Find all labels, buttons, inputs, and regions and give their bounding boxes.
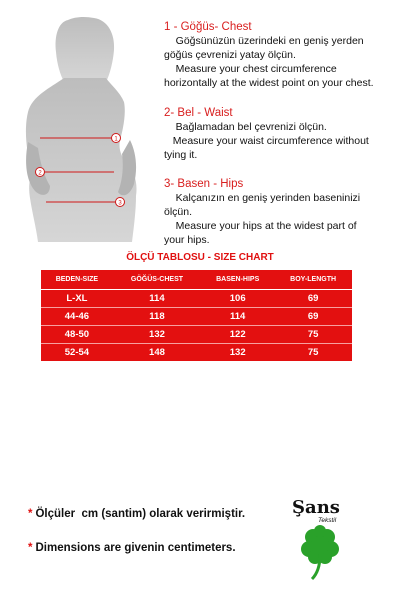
- silhouette-torso: [26, 78, 137, 242]
- waist-marker: [36, 168, 45, 177]
- chest-marker-label: 1: [114, 136, 118, 143]
- table-row: [41, 326, 352, 344]
- waist-instructions: [164, 106, 369, 162]
- chest-title: 1 - Göğüs- Chest: [164, 21, 252, 33]
- chest-line: Measure your chest circumference: [164, 63, 337, 75]
- clover-icon: [298, 525, 342, 581]
- waist-line: tying it.: [164, 149, 198, 161]
- cell-length: 69: [274, 290, 352, 308]
- header-hips: BASEN-HIPS: [201, 270, 274, 290]
- hips-line: your hips.: [164, 234, 210, 246]
- note-star: *: [28, 508, 33, 520]
- waist-title: 2- Bel - Waist: [164, 107, 233, 119]
- cell-hips: 114: [201, 308, 274, 326]
- table-row: [41, 290, 352, 308]
- cell-length: 75: [274, 326, 352, 344]
- hips-instructions: [164, 177, 360, 247]
- header-chest: GÖĞÜS-CHEST: [113, 270, 201, 290]
- note-text: Dimensions are givenin centimeters.: [35, 542, 236, 554]
- cell-chest: 118: [113, 308, 201, 326]
- cell-size: L-XL: [41, 290, 113, 308]
- hips-line: Measure your hips at the widest part of: [164, 220, 357, 232]
- hips-marker: [116, 198, 125, 207]
- logo-name: Şans: [292, 497, 340, 518]
- chest-line: göğüs çevrenizi yatay ölçün.: [164, 49, 296, 61]
- cell-chest: 132: [113, 326, 201, 344]
- header-length: BOY-LENGTH: [274, 270, 352, 290]
- size-chart-title: ÖLÇÜ TABLOSU - SIZE CHART: [126, 252, 274, 263]
- note-text: Ölçüler cm (santim) olarak verirmiştir.: [35, 508, 246, 520]
- table-row: [41, 308, 352, 326]
- table-header-row: [41, 270, 352, 290]
- waist-line: Measure your waist circumference without: [164, 135, 369, 147]
- header-size: BEDEN-SIZE: [41, 270, 113, 290]
- note-english: [28, 542, 236, 554]
- cell-length: 69: [274, 308, 352, 326]
- cell-hips: 106: [201, 290, 274, 308]
- cell-hips: 132: [229, 347, 246, 358]
- logo-subtitle: Tekstil: [318, 517, 337, 524]
- size-chart-table: [41, 270, 352, 361]
- hips-marker-label: 3: [118, 200, 122, 207]
- cell-hips: 122: [201, 326, 274, 344]
- cell-size: 44-46: [41, 308, 113, 326]
- cell-chest: 114: [113, 290, 201, 308]
- hips-title: 3- Basen - Hips: [164, 178, 244, 190]
- hips-line: ölçün.: [164, 206, 193, 218]
- silhouette-head: [56, 17, 115, 82]
- note-star: *: [28, 542, 33, 554]
- waist-line: Bağlamadan bel çevrenizi ölçün.: [164, 121, 327, 133]
- cell-chest: 148: [149, 347, 165, 358]
- cell-size: 52-54: [64, 347, 90, 358]
- chest-line: horizontally at the widest point on your chest.: [164, 77, 374, 89]
- chest-line: Göğsünüzün üzerindeki en geniş yerden: [164, 35, 364, 47]
- waist-marker-label: 2: [38, 170, 42, 177]
- brand-logo: [288, 497, 368, 597]
- table-row: [41, 344, 352, 362]
- cell-length: 75: [307, 347, 319, 358]
- chest-marker: [112, 134, 121, 143]
- chest-instructions: [164, 20, 374, 90]
- body-silhouette-figure: [10, 12, 160, 242]
- hips-line: Kalçanızın en geniş yerinden baseninizi: [164, 192, 361, 204]
- note-turkish: [28, 508, 245, 520]
- cell-size: 48-50: [41, 326, 113, 344]
